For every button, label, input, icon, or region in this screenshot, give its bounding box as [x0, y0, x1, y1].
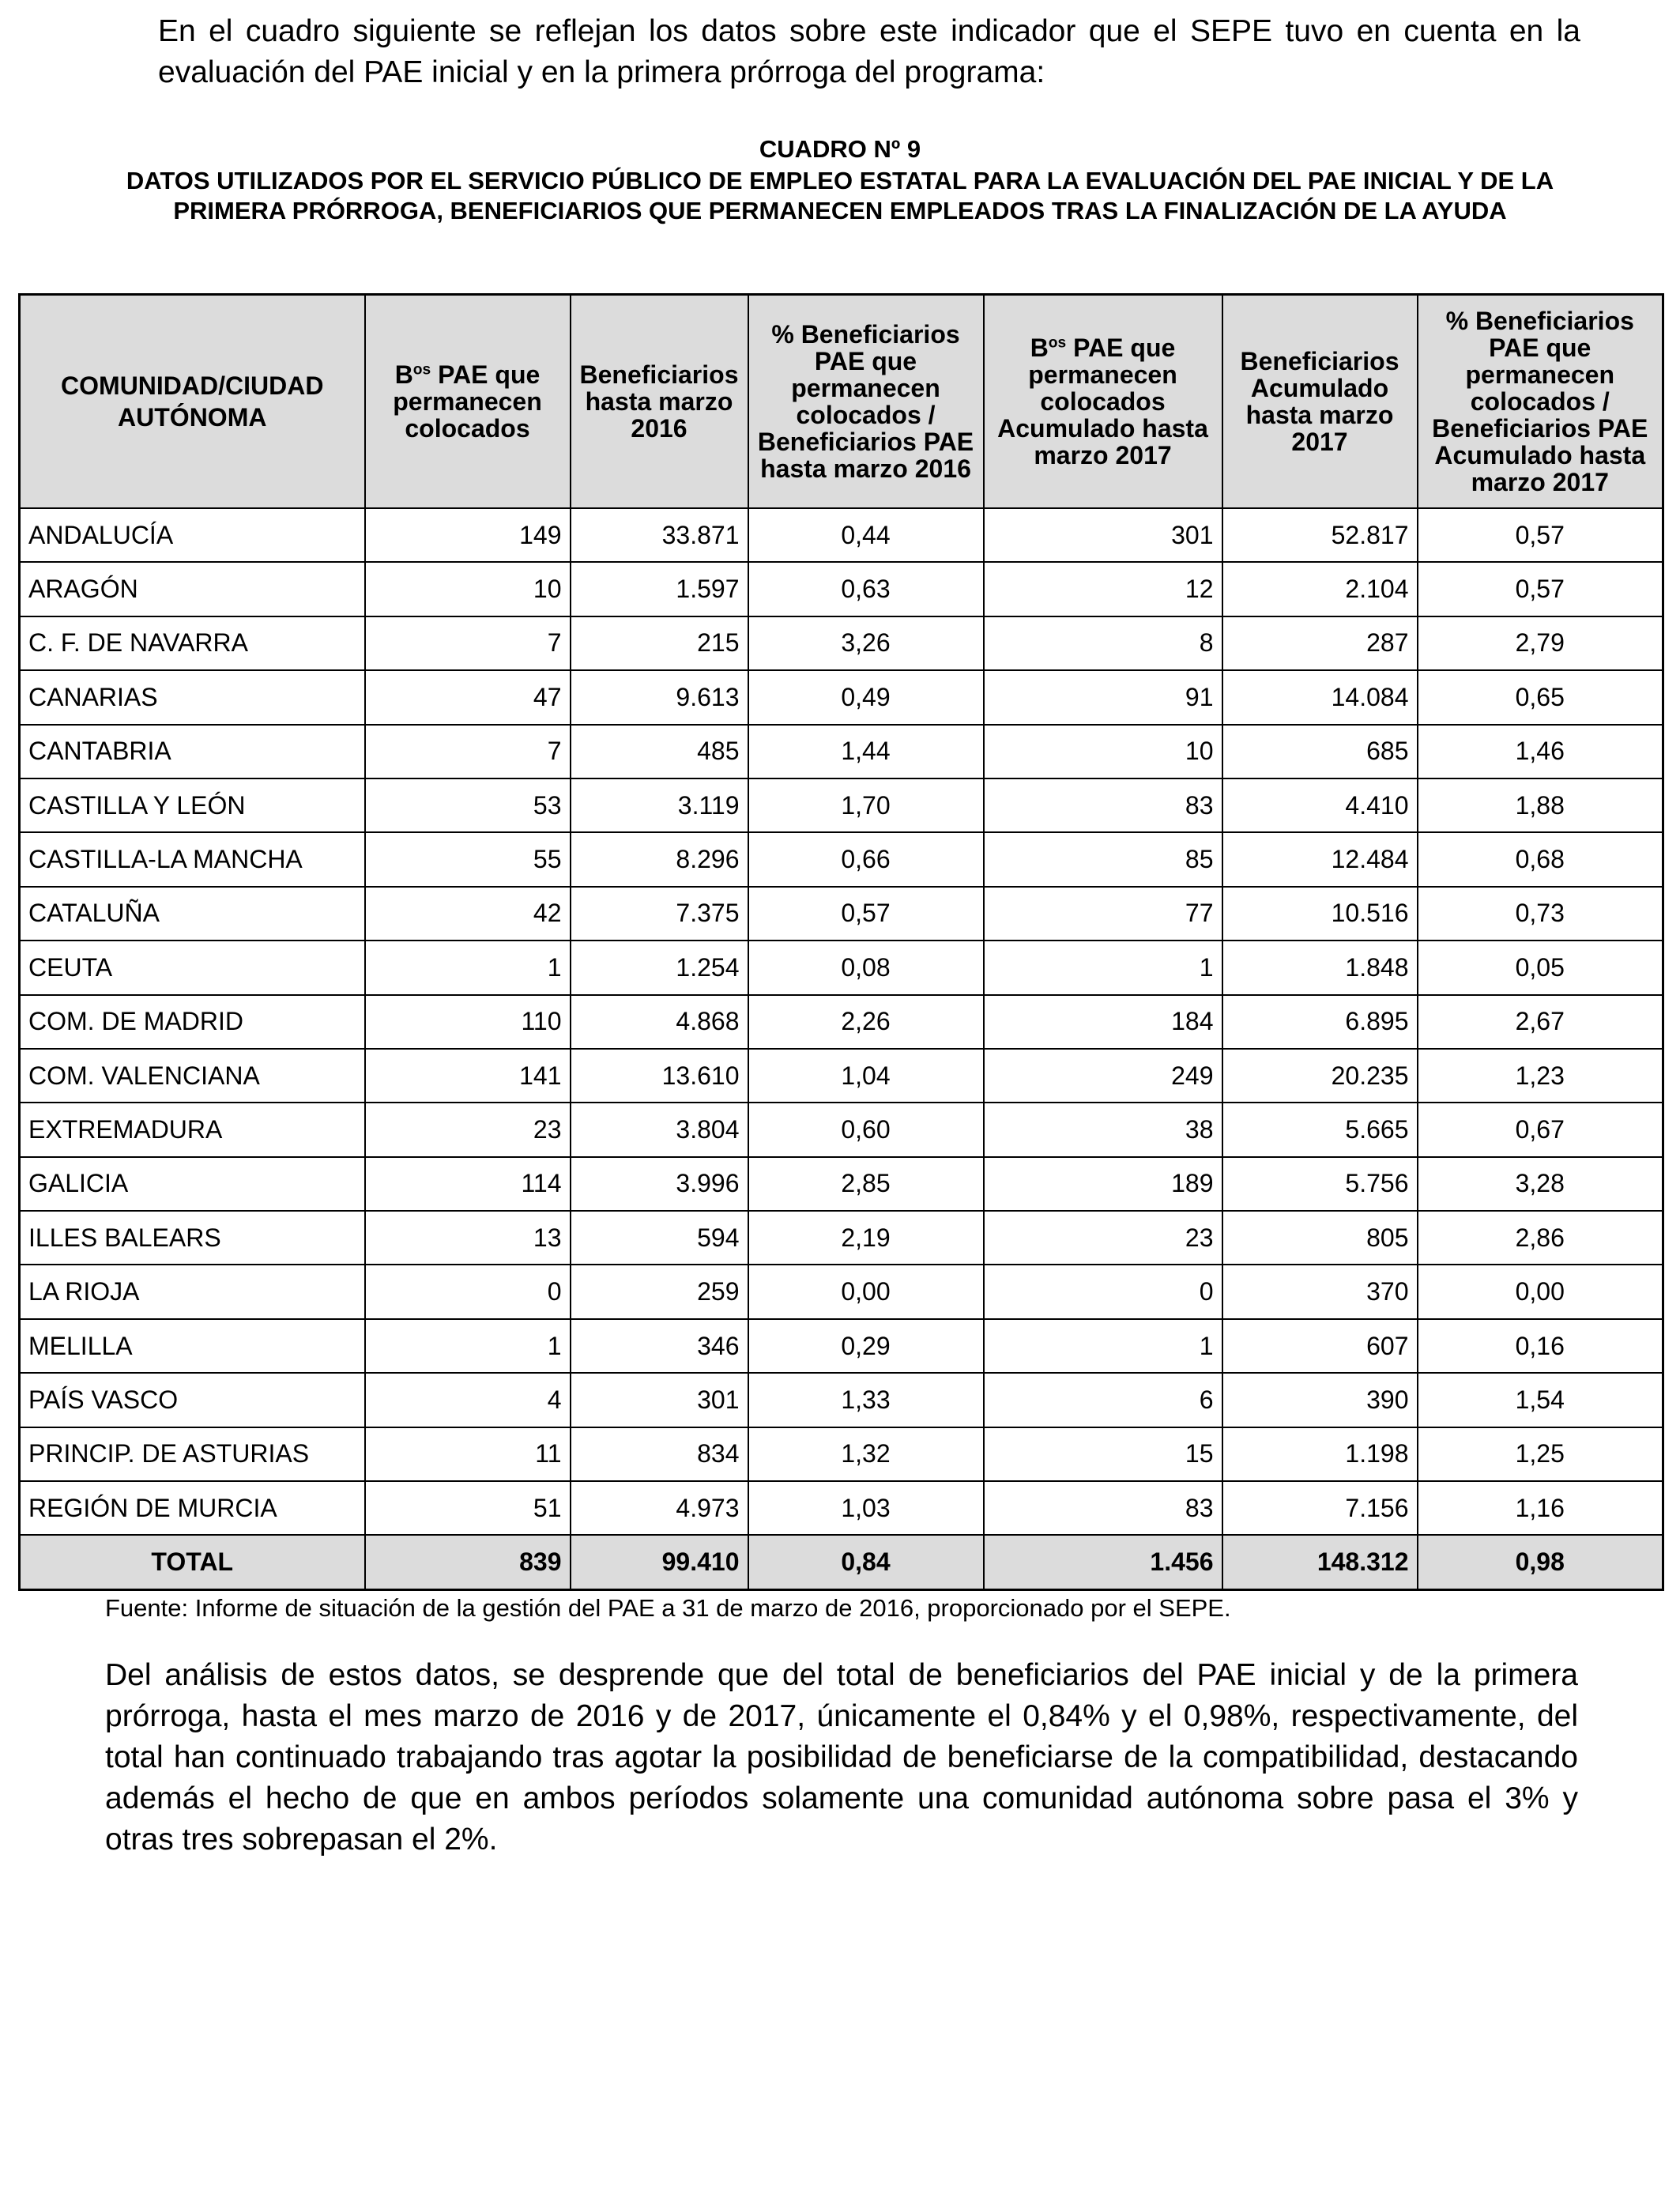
- intro-paragraph: En el cuadro siguiente se reflejan los datos sobre este indicador que el SEPE tuvo en cuenta en la evaluación del PAE inicial y en la primera prórroga del programa:: [158, 14, 1580, 89]
- cell-beneficiarios-2016: 33.871: [571, 508, 748, 562]
- cell-pct-2016: 1,03: [748, 1481, 984, 1535]
- cell-pct-2017: 1,23: [1418, 1049, 1663, 1103]
- cell-beneficiarios-2017: 4.410: [1222, 778, 1418, 832]
- total-cell-comunidad: TOTAL: [20, 1535, 365, 1589]
- cell-beneficiarios-2016: 9.613: [571, 670, 748, 724]
- table-row: [20, 562, 1663, 616]
- total-cell-pct-2017: 0,98: [1418, 1535, 1663, 1589]
- cell-pct-2016: 0,49: [748, 670, 984, 724]
- total-cell-pct-2016: 0,84: [748, 1535, 984, 1589]
- cell-pct-2016: 0,63: [748, 562, 984, 616]
- header-comunidad: COMUNIDAD/CIUDAD AUTÓNOMA: [20, 295, 365, 509]
- cell-beneficiarios-2017: 1.848: [1222, 941, 1418, 994]
- cell-colocados-2016: 114: [365, 1157, 571, 1211]
- cell-beneficiarios-2017: 14.084: [1222, 670, 1418, 724]
- cell-pct-2017: 0,65: [1418, 670, 1663, 724]
- cell-colocados-2016: 55: [365, 832, 571, 886]
- cell-comunidad: PAÍS VASCO: [20, 1373, 365, 1427]
- cell-colocados-2016: 1: [365, 941, 571, 994]
- table-row: [20, 508, 1663, 562]
- cell-pct-2016: 2,26: [748, 995, 984, 1049]
- table-total-row: [20, 1535, 1663, 1589]
- cell-beneficiarios-2017: 7.156: [1222, 1481, 1418, 1535]
- cell-colocados-2017: 8: [984, 616, 1222, 670]
- cell-colocados-2016: 53: [365, 778, 571, 832]
- table-row: [20, 725, 1663, 778]
- total-cell-beneficiarios-2017: 148.312: [1222, 1535, 1418, 1589]
- cell-colocados-2016: 141: [365, 1049, 571, 1103]
- cell-pct-2017: 1,16: [1418, 1481, 1663, 1535]
- cell-beneficiarios-2017: 370: [1222, 1265, 1418, 1318]
- cell-colocados-2017: 38: [984, 1103, 1222, 1156]
- table-caption-title: DATOS UTILIZADOS POR EL SERVICIO PÚBLICO DE EMPLEO ESTATAL PARA LA EVALUACIÓN DEL PAE INICIAL Y DE LA PRIMERA PRÓRROGA, BENEFICIARIOS QUE PERMANECEN EMPLEADOS TRAS LA FINALIZACIÓN DE LA AYUDA: [126, 167, 1554, 224]
- cell-pct-2016: 0,60: [748, 1103, 984, 1156]
- cell-comunidad: MELILLA: [20, 1319, 365, 1373]
- header-colocados-2017: $B^{os}$ PAE que permanecen colocados Acumulado hasta marzo 2017: [984, 295, 1222, 509]
- cell-beneficiarios-2016: 834: [571, 1427, 748, 1481]
- cell-pct-2017: 1,46: [1418, 725, 1663, 778]
- table-row: [20, 887, 1663, 941]
- cell-beneficiarios-2016: 1.254: [571, 941, 748, 994]
- cell-beneficiarios-2016: 215: [571, 616, 748, 670]
- cell-colocados-2016: 149: [365, 508, 571, 562]
- cell-colocados-2016: 7: [365, 616, 571, 670]
- total-cell-colocados-2016: 839: [365, 1535, 571, 1589]
- cell-comunidad: CEUTA: [20, 941, 365, 994]
- cell-colocados-2016: 10: [365, 562, 571, 616]
- cell-pct-2017: 0,68: [1418, 832, 1663, 886]
- table-row: [20, 1049, 1663, 1103]
- cell-beneficiarios-2016: 346: [571, 1319, 748, 1373]
- cell-pct-2017: 0,57: [1418, 508, 1663, 562]
- cell-beneficiarios-2016: 4.973: [571, 1481, 748, 1535]
- cell-colocados-2017: 12: [984, 562, 1222, 616]
- cell-beneficiarios-2016: 3.119: [571, 778, 748, 832]
- cell-beneficiarios-2017: 287: [1222, 616, 1418, 670]
- cell-comunidad: ARAGÓN: [20, 562, 365, 616]
- cell-colocados-2016: 47: [365, 670, 571, 724]
- source-note: Fuente: Informe de situación de la gestión del PAE a 31 de marzo de 2016, proporcionado por el SEPE.: [105, 1594, 1231, 1622]
- table-row: [20, 1103, 1663, 1156]
- cell-colocados-2017: 1: [984, 941, 1222, 994]
- table-caption-number: CUADRO Nº 9: [759, 135, 921, 163]
- total-cell-beneficiarios-2016: 99.410: [571, 1535, 748, 1589]
- cell-beneficiarios-2016: 485: [571, 725, 748, 778]
- cell-beneficiarios-2016: 4.868: [571, 995, 748, 1049]
- table-row: [20, 1157, 1663, 1211]
- table-header-row: [20, 295, 1663, 509]
- cell-beneficiarios-2016: 594: [571, 1211, 748, 1265]
- cell-beneficiarios-2017: 390: [1222, 1373, 1418, 1427]
- cell-colocados-2016: 42: [365, 887, 571, 941]
- cell-beneficiarios-2017: 2.104: [1222, 562, 1418, 616]
- cell-beneficiarios-2017: 52.817: [1222, 508, 1418, 562]
- cell-pct-2016: 0,44: [748, 508, 984, 562]
- cell-comunidad: CANARIAS: [20, 670, 365, 724]
- data-table: [18, 293, 1664, 1591]
- cell-colocados-2017: 0: [984, 1265, 1222, 1318]
- table-row: [20, 1265, 1663, 1318]
- cell-beneficiarios-2017: 1.198: [1222, 1427, 1418, 1481]
- cell-colocados-2017: 184: [984, 995, 1222, 1049]
- cell-pct-2017: 0,16: [1418, 1319, 1663, 1373]
- cell-beneficiarios-2016: 3.996: [571, 1157, 748, 1211]
- cell-colocados-2017: 15: [984, 1427, 1222, 1481]
- header-pct-2016: % Beneficiarios PAE que permanecen colocados / Beneficiarios PAE hasta marzo 2016: [748, 295, 984, 509]
- cell-colocados-2017: 85: [984, 832, 1222, 886]
- table-row: [20, 995, 1663, 1049]
- cell-pct-2017: 0,73: [1418, 887, 1663, 941]
- cell-pct-2017: 0,57: [1418, 562, 1663, 616]
- cell-beneficiarios-2017: 20.235: [1222, 1049, 1418, 1103]
- cell-comunidad: COM. DE MADRID: [20, 995, 365, 1049]
- table-row: [20, 941, 1663, 994]
- table-row: [20, 1211, 1663, 1265]
- cell-colocados-2016: 0: [365, 1265, 571, 1318]
- table-row: [20, 832, 1663, 886]
- cell-comunidad: CASTILLA-LA MANCHA: [20, 832, 365, 886]
- cell-pct-2017: 0,05: [1418, 941, 1663, 994]
- cell-colocados-2016: 110: [365, 995, 571, 1049]
- cell-comunidad: EXTREMADURA: [20, 1103, 365, 1156]
- cell-comunidad: COM. VALENCIANA: [20, 1049, 365, 1103]
- cell-beneficiarios-2016: 8.296: [571, 832, 748, 886]
- cell-colocados-2017: 83: [984, 1481, 1222, 1535]
- table-row: [20, 1481, 1663, 1535]
- cell-beneficiarios-2017: 685: [1222, 725, 1418, 778]
- cell-colocados-2017: 23: [984, 1211, 1222, 1265]
- cell-pct-2016: 1,04: [748, 1049, 984, 1103]
- cell-pct-2016: 1,44: [748, 725, 984, 778]
- cell-beneficiarios-2017: 10.516: [1222, 887, 1418, 941]
- cell-comunidad: LA RIOJA: [20, 1265, 365, 1318]
- header-beneficiarios-2016: Beneficiarios hasta marzo 2016: [571, 295, 748, 509]
- cell-pct-2017: 3,28: [1418, 1157, 1663, 1211]
- cell-comunidad: CANTABRIA: [20, 725, 365, 778]
- cell-pct-2017: 1,88: [1418, 778, 1663, 832]
- cell-beneficiarios-2016: 301: [571, 1373, 748, 1427]
- cell-pct-2017: 0,00: [1418, 1265, 1663, 1318]
- cell-colocados-2017: 77: [984, 887, 1222, 941]
- cell-colocados-2016: 1: [365, 1319, 571, 1373]
- cell-colocados-2016: 13: [365, 1211, 571, 1265]
- cell-pct-2016: 0,57: [748, 887, 984, 941]
- cell-colocados-2016: 23: [365, 1103, 571, 1156]
- cell-pct-2016: 1,33: [748, 1373, 984, 1427]
- total-cell-colocados-2017: 1.456: [984, 1535, 1222, 1589]
- cell-colocados-2016: 51: [365, 1481, 571, 1535]
- cell-comunidad: ANDALUCÍA: [20, 508, 365, 562]
- table-row: [20, 616, 1663, 670]
- cell-pct-2016: 0,29: [748, 1319, 984, 1373]
- cell-beneficiarios-2017: 12.484: [1222, 832, 1418, 886]
- cell-pct-2017: 2,67: [1418, 995, 1663, 1049]
- cell-beneficiarios-2017: 805: [1222, 1211, 1418, 1265]
- cell-beneficiarios-2016: 3.804: [571, 1103, 748, 1156]
- header-beneficiarios-2017: Beneficiarios Acumulado hasta marzo 2017: [1222, 295, 1418, 509]
- table-row: [20, 1373, 1663, 1427]
- cell-pct-2017: 2,86: [1418, 1211, 1663, 1265]
- cell-beneficiarios-2017: 5.665: [1222, 1103, 1418, 1156]
- cell-pct-2016: 1,70: [748, 778, 984, 832]
- cell-comunidad: CATALUÑA: [20, 887, 365, 941]
- cell-colocados-2016: 11: [365, 1427, 571, 1481]
- cell-pct-2016: 2,19: [748, 1211, 984, 1265]
- cell-colocados-2017: 91: [984, 670, 1222, 724]
- cell-colocados-2017: 189: [984, 1157, 1222, 1211]
- cell-pct-2016: 0,66: [748, 832, 984, 886]
- table-row: [20, 778, 1663, 832]
- cell-pct-2016: 1,32: [748, 1427, 984, 1481]
- header-pct-2017: % Beneficiarios PAE que permanecen colocados / Beneficiarios PAE Acumulado hasta marzo 2017: [1418, 295, 1663, 509]
- cell-colocados-2016: 7: [365, 725, 571, 778]
- cell-pct-2017: 1,54: [1418, 1373, 1663, 1427]
- cell-pct-2017: 2,79: [1418, 616, 1663, 670]
- cell-colocados-2017: 10: [984, 725, 1222, 778]
- cell-beneficiarios-2016: 7.375: [571, 887, 748, 941]
- cell-comunidad: ILLES BALEARS: [20, 1211, 365, 1265]
- cell-pct-2017: 0,67: [1418, 1103, 1663, 1156]
- header-colocados-2016: $B^{os}$ PAE que permanecen colocados: [365, 295, 571, 509]
- cell-comunidad: C. F. DE NAVARRA: [20, 616, 365, 670]
- cell-colocados-2017: 301: [984, 508, 1222, 562]
- cell-colocados-2017: 1: [984, 1319, 1222, 1373]
- cell-pct-2016: 2,85: [748, 1157, 984, 1211]
- cell-pct-2017: 1,25: [1418, 1427, 1663, 1481]
- cell-beneficiarios-2017: 607: [1222, 1319, 1418, 1373]
- cell-colocados-2017: 83: [984, 778, 1222, 832]
- cell-beneficiarios-2016: 259: [571, 1265, 748, 1318]
- cell-colocados-2017: 6: [984, 1373, 1222, 1427]
- analysis-paragraph: Del análisis de estos datos, se desprende que del total de beneficiarios del PAE inicial y de la primera prórroga, hasta el mes marzo de 2016 y de 2017, únicamente el 0,84% y el 0,98%, respectivamente, del total han continuado trabajando tras agotar la posibilidad de beneficiarse de la compatibilidad, destacando además el hecho de que en ambos períodos solamente una comunidad autónoma sobre pasa el 3% y otras tres sobrepasan el 2%.: [105, 1658, 1578, 1857]
- table-row: [20, 1319, 1663, 1373]
- cell-pct-2016: 3,26: [748, 616, 984, 670]
- cell-beneficiarios-2016: 13.610: [571, 1049, 748, 1103]
- cell-pct-2016: 0,00: [748, 1265, 984, 1318]
- cell-colocados-2016: 4: [365, 1373, 571, 1427]
- cell-comunidad: GALICIA: [20, 1157, 365, 1211]
- cell-comunidad: REGIÓN DE MURCIA: [20, 1481, 365, 1535]
- table-row: [20, 1427, 1663, 1481]
- cell-pct-2016: 0,08: [748, 941, 984, 994]
- cell-beneficiarios-2016: 1.597: [571, 562, 748, 616]
- cell-comunidad: PRINCIP. DE ASTURIAS: [20, 1427, 365, 1481]
- cell-beneficiarios-2017: 5.756: [1222, 1157, 1418, 1211]
- cell-beneficiarios-2017: 6.895: [1222, 995, 1418, 1049]
- table-row: [20, 670, 1663, 724]
- cell-colocados-2017: 249: [984, 1049, 1222, 1103]
- cell-comunidad: CASTILLA Y LEÓN: [20, 778, 365, 832]
